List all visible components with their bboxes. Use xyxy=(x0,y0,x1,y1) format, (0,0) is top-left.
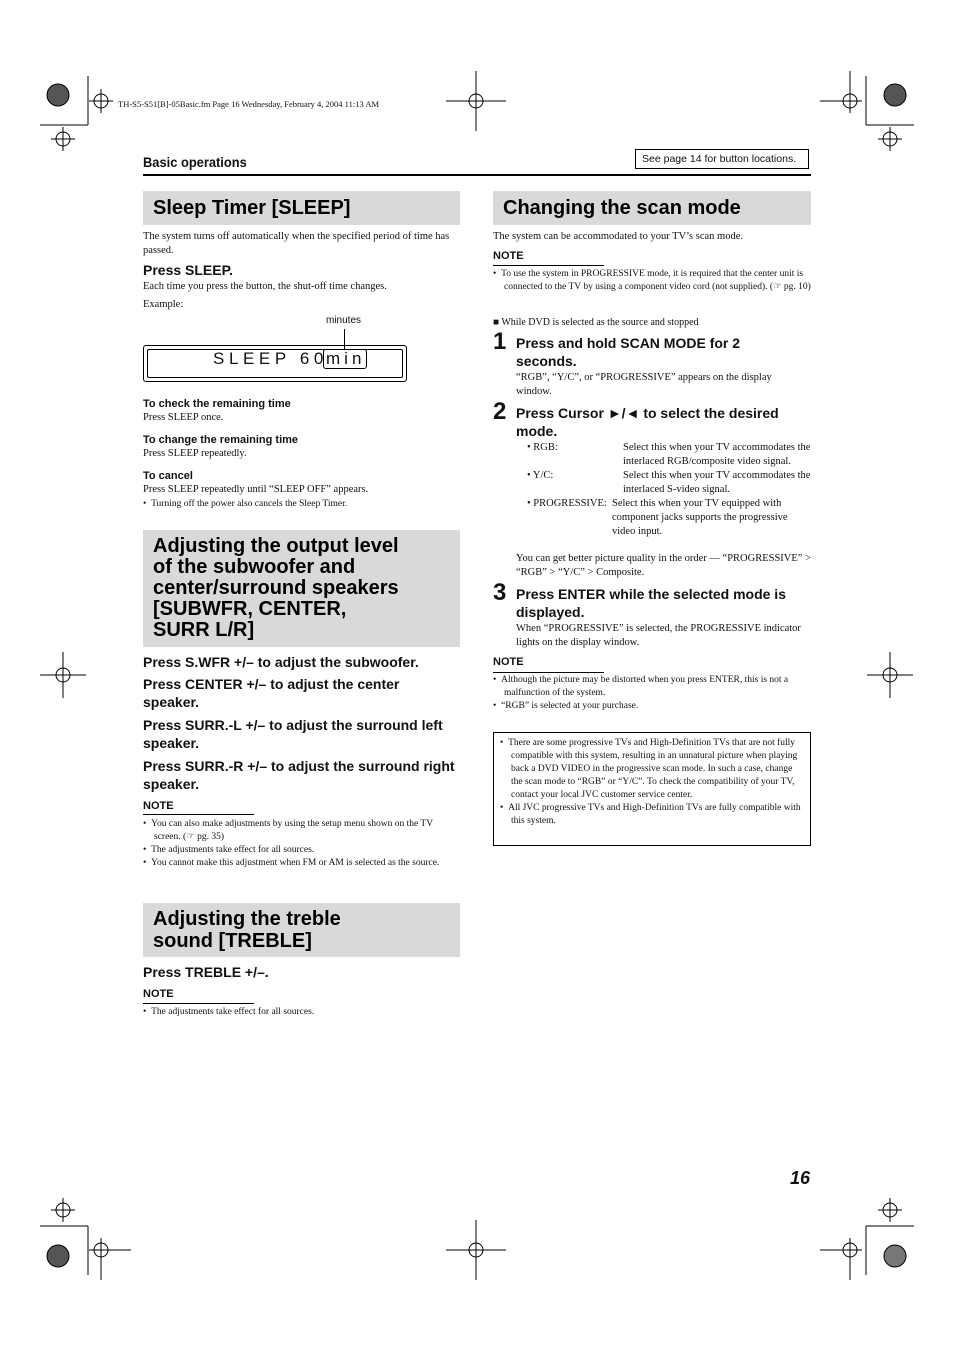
step-2-number: 2 xyxy=(493,398,507,425)
sleep-press-instruction: Press SLEEP. xyxy=(143,262,234,278)
step-2-title: Press Cursor ►/◄ to select the desired mode. xyxy=(516,405,779,439)
output-notes xyxy=(143,818,460,870)
scan-condition: ■ While DVD is selected as the source and stopped xyxy=(493,317,699,328)
option-progressive: • PROGRESSIVE: Select this when your TV equipped with component jacks supports the progressive video input. xyxy=(527,498,788,537)
scan-intro: The system can be accommodated to your TV’s scan mode. xyxy=(493,231,743,242)
display-unit: min xyxy=(326,349,366,368)
note-item: • You cannot make this adjustment when FM or AM is selected as the source. xyxy=(143,858,440,868)
quality-order: You can get better picture quality in the order — “PROGRESSIVE” > “RGB” > “Y/C” > Composite. xyxy=(516,553,812,578)
change-remaining-text: Press SLEEP repeatedly. xyxy=(143,448,247,459)
step-center: Press CENTER +/– to adjust the center speaker. xyxy=(143,676,400,710)
sleep-example-label: Example: xyxy=(143,299,184,310)
step-surround-left: Press SURR.-L +/– to adjust the surround left speaker. xyxy=(143,717,443,751)
cancel-text: Press SLEEP repeatedly until “SLEEP OFF” appears. xyxy=(143,484,369,495)
step-subwoofer: Press S.WFR +/– to adjust the subwoofer. xyxy=(143,654,419,670)
sleep-intro: The system turns off automatically when the specified period of time has passed. xyxy=(143,231,450,256)
scan-note2-label: NOTE xyxy=(493,656,524,668)
section-label: Basic operations xyxy=(143,154,247,170)
display-readout: SLEEP 60 xyxy=(213,349,328,368)
step-1-number: 1 xyxy=(493,328,507,355)
scan-note-label: NOTE xyxy=(493,250,524,262)
scan-notes-2 xyxy=(493,674,810,713)
file-info: TH-S5-S51[B]-05Basic.fm Page 16 Wednesday, February 4, 2004 11:13 AM xyxy=(118,99,380,109)
step-3-title: Press ENTER while the selected mode is displayed. xyxy=(516,586,786,620)
step-1-text: “RGB”, “Y/C”, or “PROGRESSIVE” appears on the display window. xyxy=(516,372,772,397)
check-remaining-text: Press SLEEP once. xyxy=(143,412,224,423)
treble-note-label: NOTE xyxy=(143,988,174,1000)
sleep-each-time: Each time you press the button, the shut-off time changes. xyxy=(143,281,387,292)
treble-press: Press TREBLE +/–. xyxy=(143,964,269,980)
scan-mode-heading: Changing the scan mode xyxy=(493,191,811,225)
box-item: • There are some progressive TVs and High-Definition TVs that are not fully compatible with this system, resulting in an unnatural picture when playing back a DVD VIDEO in the progressive scan mode. In such a case, change the scan mode to “RGB” or “Y/C”. To check the compatibility of your TV, contact your local JVC customer service center. xyxy=(500,738,798,800)
option-rgb: • RGB: Select this when your TV accommodates the interlaced RGB/composite video signal. xyxy=(527,442,811,467)
note-underline xyxy=(143,814,254,815)
scan-note-1: • To use the system in PROGRESSIVE mode, it is required that the center unit is connected to the TV by using a component video cord (not supplied). (☞ pg. 10) xyxy=(493,269,811,292)
scan-options xyxy=(527,441,811,539)
note-item: • The adjustments take effect for all sources. xyxy=(143,845,315,855)
step-3-number: 3 xyxy=(493,579,507,606)
compatibility-box xyxy=(493,732,811,846)
box-item: • All JVC progressive TVs and High-Definition TVs are fully compatible with this system. xyxy=(500,803,801,826)
output-level-heading: Adjusting the output level of the subwoofer and center/surround speakers [SUBWFR, CENTER, SURR L/R] xyxy=(143,530,460,647)
step-surround-right: Press SURR.-R +/– to adjust the surround right speaker. xyxy=(143,758,455,792)
change-remaining-title: To change the remaining time xyxy=(143,434,299,446)
treble-note: • The adjustments take effect for all sources. xyxy=(143,1007,315,1017)
cancel-title: To cancel xyxy=(143,470,193,482)
note-underline xyxy=(493,672,604,673)
cancel-bullet: • Turning off the power also cancels the Sleep Timer. xyxy=(143,499,348,509)
treble-heading: Adjusting the treble sound [TREBLE] xyxy=(143,903,460,957)
output-note-label: NOTE xyxy=(143,800,174,812)
option-yc: • Y/C: Select this when your TV accommodates the interlaced S-video signal. xyxy=(527,470,811,495)
step-1-title: Press and hold SCAN MODE for 2 seconds. xyxy=(516,335,741,369)
minutes-callout-label: minutes xyxy=(326,315,362,326)
sleep-timer-heading: Sleep Timer [SLEEP] xyxy=(143,191,460,225)
note-underline xyxy=(143,1003,254,1004)
note-item: • Although the picture may be distorted when you press ENTER, this is not a malfunction of the system. xyxy=(493,675,789,698)
page-number: 16 xyxy=(790,1168,811,1188)
note-underline xyxy=(493,265,604,266)
note-item: • You can also make adjustments by using the setup menu shown on the TV screen. (☞ pg. 35) xyxy=(143,819,433,842)
see-page-note: See page 14 for button locations. xyxy=(635,149,809,169)
header-rule xyxy=(143,174,811,176)
check-remaining-title: To check the remaining time xyxy=(143,398,291,410)
step-3-text: When “PROGRESSIVE” is selected, the PROGRESSIVE indicator lights on the display window. xyxy=(516,623,801,648)
note-item: • “RGB” is selected at your purchase. xyxy=(493,701,639,711)
